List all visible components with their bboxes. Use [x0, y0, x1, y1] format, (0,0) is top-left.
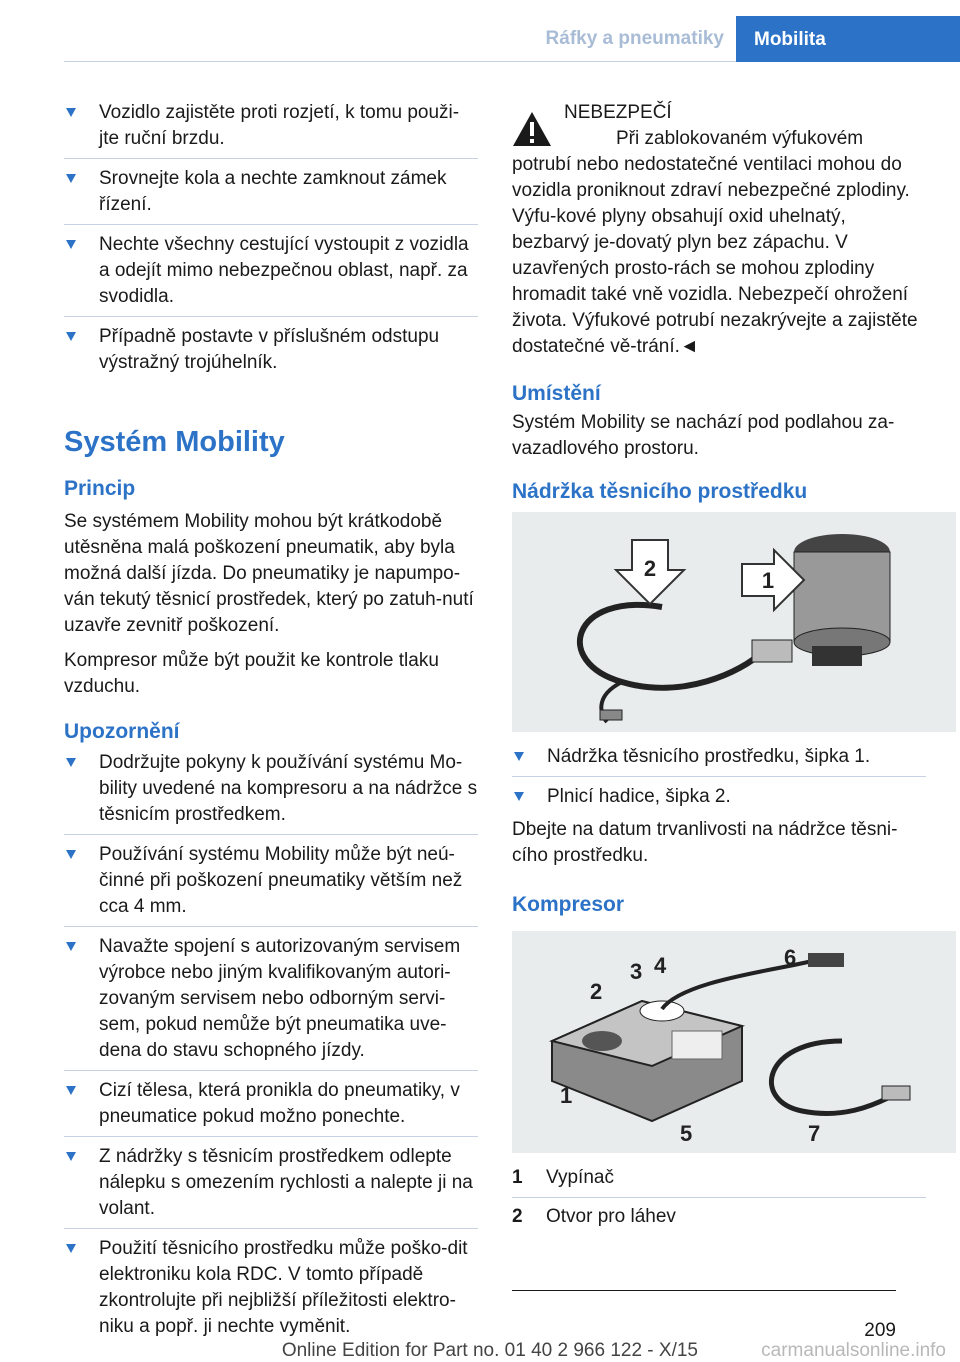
chapter-tab[interactable]: Ráfky a pneumatiky	[545, 28, 724, 49]
compressor-heading: Kompresor	[512, 893, 625, 916]
list-item: Nechte všechny cestující vystoupit z vozidla a odejít mimo nebezpečnou oblast, např. za svodidla.	[64, 232, 478, 317]
compressor-callout-label: 3	[630, 959, 643, 984]
bullet-triangle-icon	[514, 792, 524, 801]
bullet-triangle-icon	[66, 108, 76, 117]
list-item: Navažte spojení s autorizovaným servisem výrobce nebo jiným kvalifikovaným autori‐zovaným servisem nebo odborným servi‐sem, pokud nemůže být pneumatika uve‐dena do stavu schopného jízdy.	[64, 934, 478, 1071]
bullet-triangle-icon	[514, 752, 524, 761]
container-callout-label: 1	[761, 568, 775, 593]
footer-rule	[512, 1290, 896, 1291]
container-list	[512, 744, 926, 810]
list-item: Cizí tělesa, která pronikla do pneumatiky, v pneumatice pokud možno ponechte.	[64, 1078, 478, 1137]
watermark: carmanualsonline.info	[761, 1340, 946, 1361]
bullet-triangle-icon	[66, 1244, 76, 1253]
compressor-callout-label: 7	[808, 1121, 821, 1146]
bullet-triangle-icon	[66, 1152, 76, 1161]
bullet-triangle-icon	[66, 240, 76, 249]
compressor-parts-list	[512, 1165, 926, 1230]
compressor-callout-label: 5	[680, 1121, 693, 1146]
sealant-container-figure	[512, 512, 956, 732]
sealant-container-illustration	[512, 512, 956, 732]
container-note: Dbejte na datum trvanlivosti na nádržce těsni‐cího prostředku.	[512, 819, 898, 866]
compressor-illustration	[512, 931, 956, 1153]
list-item: Případně postavte v příslušném odstupu výstražný trojúhelník.	[64, 324, 478, 376]
section-tab-active[interactable]: Mobilita	[736, 16, 960, 62]
list-item: Použití těsnicího prostředku může poško‐dit elektroniku kola RDC. V tomto případě zkontrolujte při nejbližší příležitosti elektro‐niku a popř. ji nechte vyměnit.	[64, 1236, 478, 1340]
list-item: Dodržujte pokyny k používání systému Mo‐bility uvedené na kompresoru a na nádržce s těsnicím prostředkem.	[64, 750, 478, 835]
location-heading: Umístění	[512, 382, 601, 405]
list-item: Plnicí hadice, šipka 2.	[512, 784, 926, 810]
page-header	[0, 0, 960, 62]
bullet-triangle-icon	[66, 174, 76, 183]
list-item: Z nádržky s těsnicím prostředkem odlepte nálepku s omezením rychlosti a nalepte ji na volant.	[64, 1144, 478, 1229]
section-title: Systém Mobility	[64, 426, 285, 458]
bullet-triangle-icon	[66, 332, 76, 341]
compressor-callout-label: 1	[560, 1083, 573, 1108]
bullet-triangle-icon	[66, 942, 76, 951]
bullet-triangle-icon	[66, 1086, 76, 1095]
notes-heading: Upozornění	[64, 720, 180, 743]
page-number: 209	[864, 1320, 896, 1341]
list-item: 1 Vypínač	[512, 1165, 926, 1198]
bullet-triangle-icon	[66, 850, 76, 859]
left-column	[64, 100, 478, 1347]
container-heading: Nádržka těsnicího prostředku	[512, 480, 808, 503]
location-text: Systém Mobility se nachází pod podlahou za‐vazadlového prostoru.	[512, 412, 895, 459]
danger-warning	[512, 100, 926, 360]
container-callout-label: 2	[643, 556, 657, 581]
edition-text: Online Edition for Part no. 01 40 2 966 122 - X/15	[281, 1340, 698, 1361]
intro-steps-list	[64, 100, 478, 376]
compressor-callout-label: 6	[784, 945, 797, 970]
notes-list	[64, 750, 478, 1340]
right-column	[512, 100, 926, 1236]
list-item: Vozidlo zajistěte proti rozjetí, k tomu použi‐jte ruční brzdu.	[64, 100, 478, 159]
bullet-triangle-icon	[66, 758, 76, 767]
list-item: 2 Otvor pro láhev	[512, 1206, 676, 1227]
compressor-callout-label: 2	[590, 979, 603, 1004]
list-item: Používání systému Mobility může být neú‐činné při poškození pneumatiky větším než cca 4 mm.	[64, 842, 478, 927]
warning-title: NEBEZPEČÍ	[564, 102, 672, 123]
list-item: Srovnejte kola a nechte zamknout zámek řízení.	[64, 166, 478, 225]
principle-heading: Princip	[64, 477, 136, 500]
compressor-note-paragraph: Kompresor může být použit ke kontrole tlaku vzduchu.	[64, 650, 439, 697]
list-item: Nádržka těsnicího prostředku, šipka 1.	[512, 744, 926, 777]
principle-paragraph: Se systémem Mobility mohou být krátkodobě utěsněna malá poškození pneumatik, aby byla možná další jízda. Do pneumatiky je napumpo‐ván tekutý těsnicí prostředek, který po zatuh‐nutí uzavře zevnitř poškození.	[64, 511, 474, 636]
warning-triangle-icon	[512, 110, 552, 148]
warning-text: Při zablokovaném výfukovém potrubí nebo nedostatečné ventilaci mohou do vozidla proniknout zdraví nebezpečné zplodiny. Výfu‐kové plyny obsahují oxid uhelnatý, bezbarvý je‐dovatý plyn bez zápachu. V uzavřených prosto‐rách se mohou zplodiny hromadit také vně vozidla. Nebezpečí ohrožení života. Výfukové potrubí nezakrývejte a zajistěte dostatečné vě‐trání.◄	[512, 128, 918, 357]
compressor-callout-label: 4	[654, 953, 667, 978]
compressor-figure	[512, 931, 956, 1153]
